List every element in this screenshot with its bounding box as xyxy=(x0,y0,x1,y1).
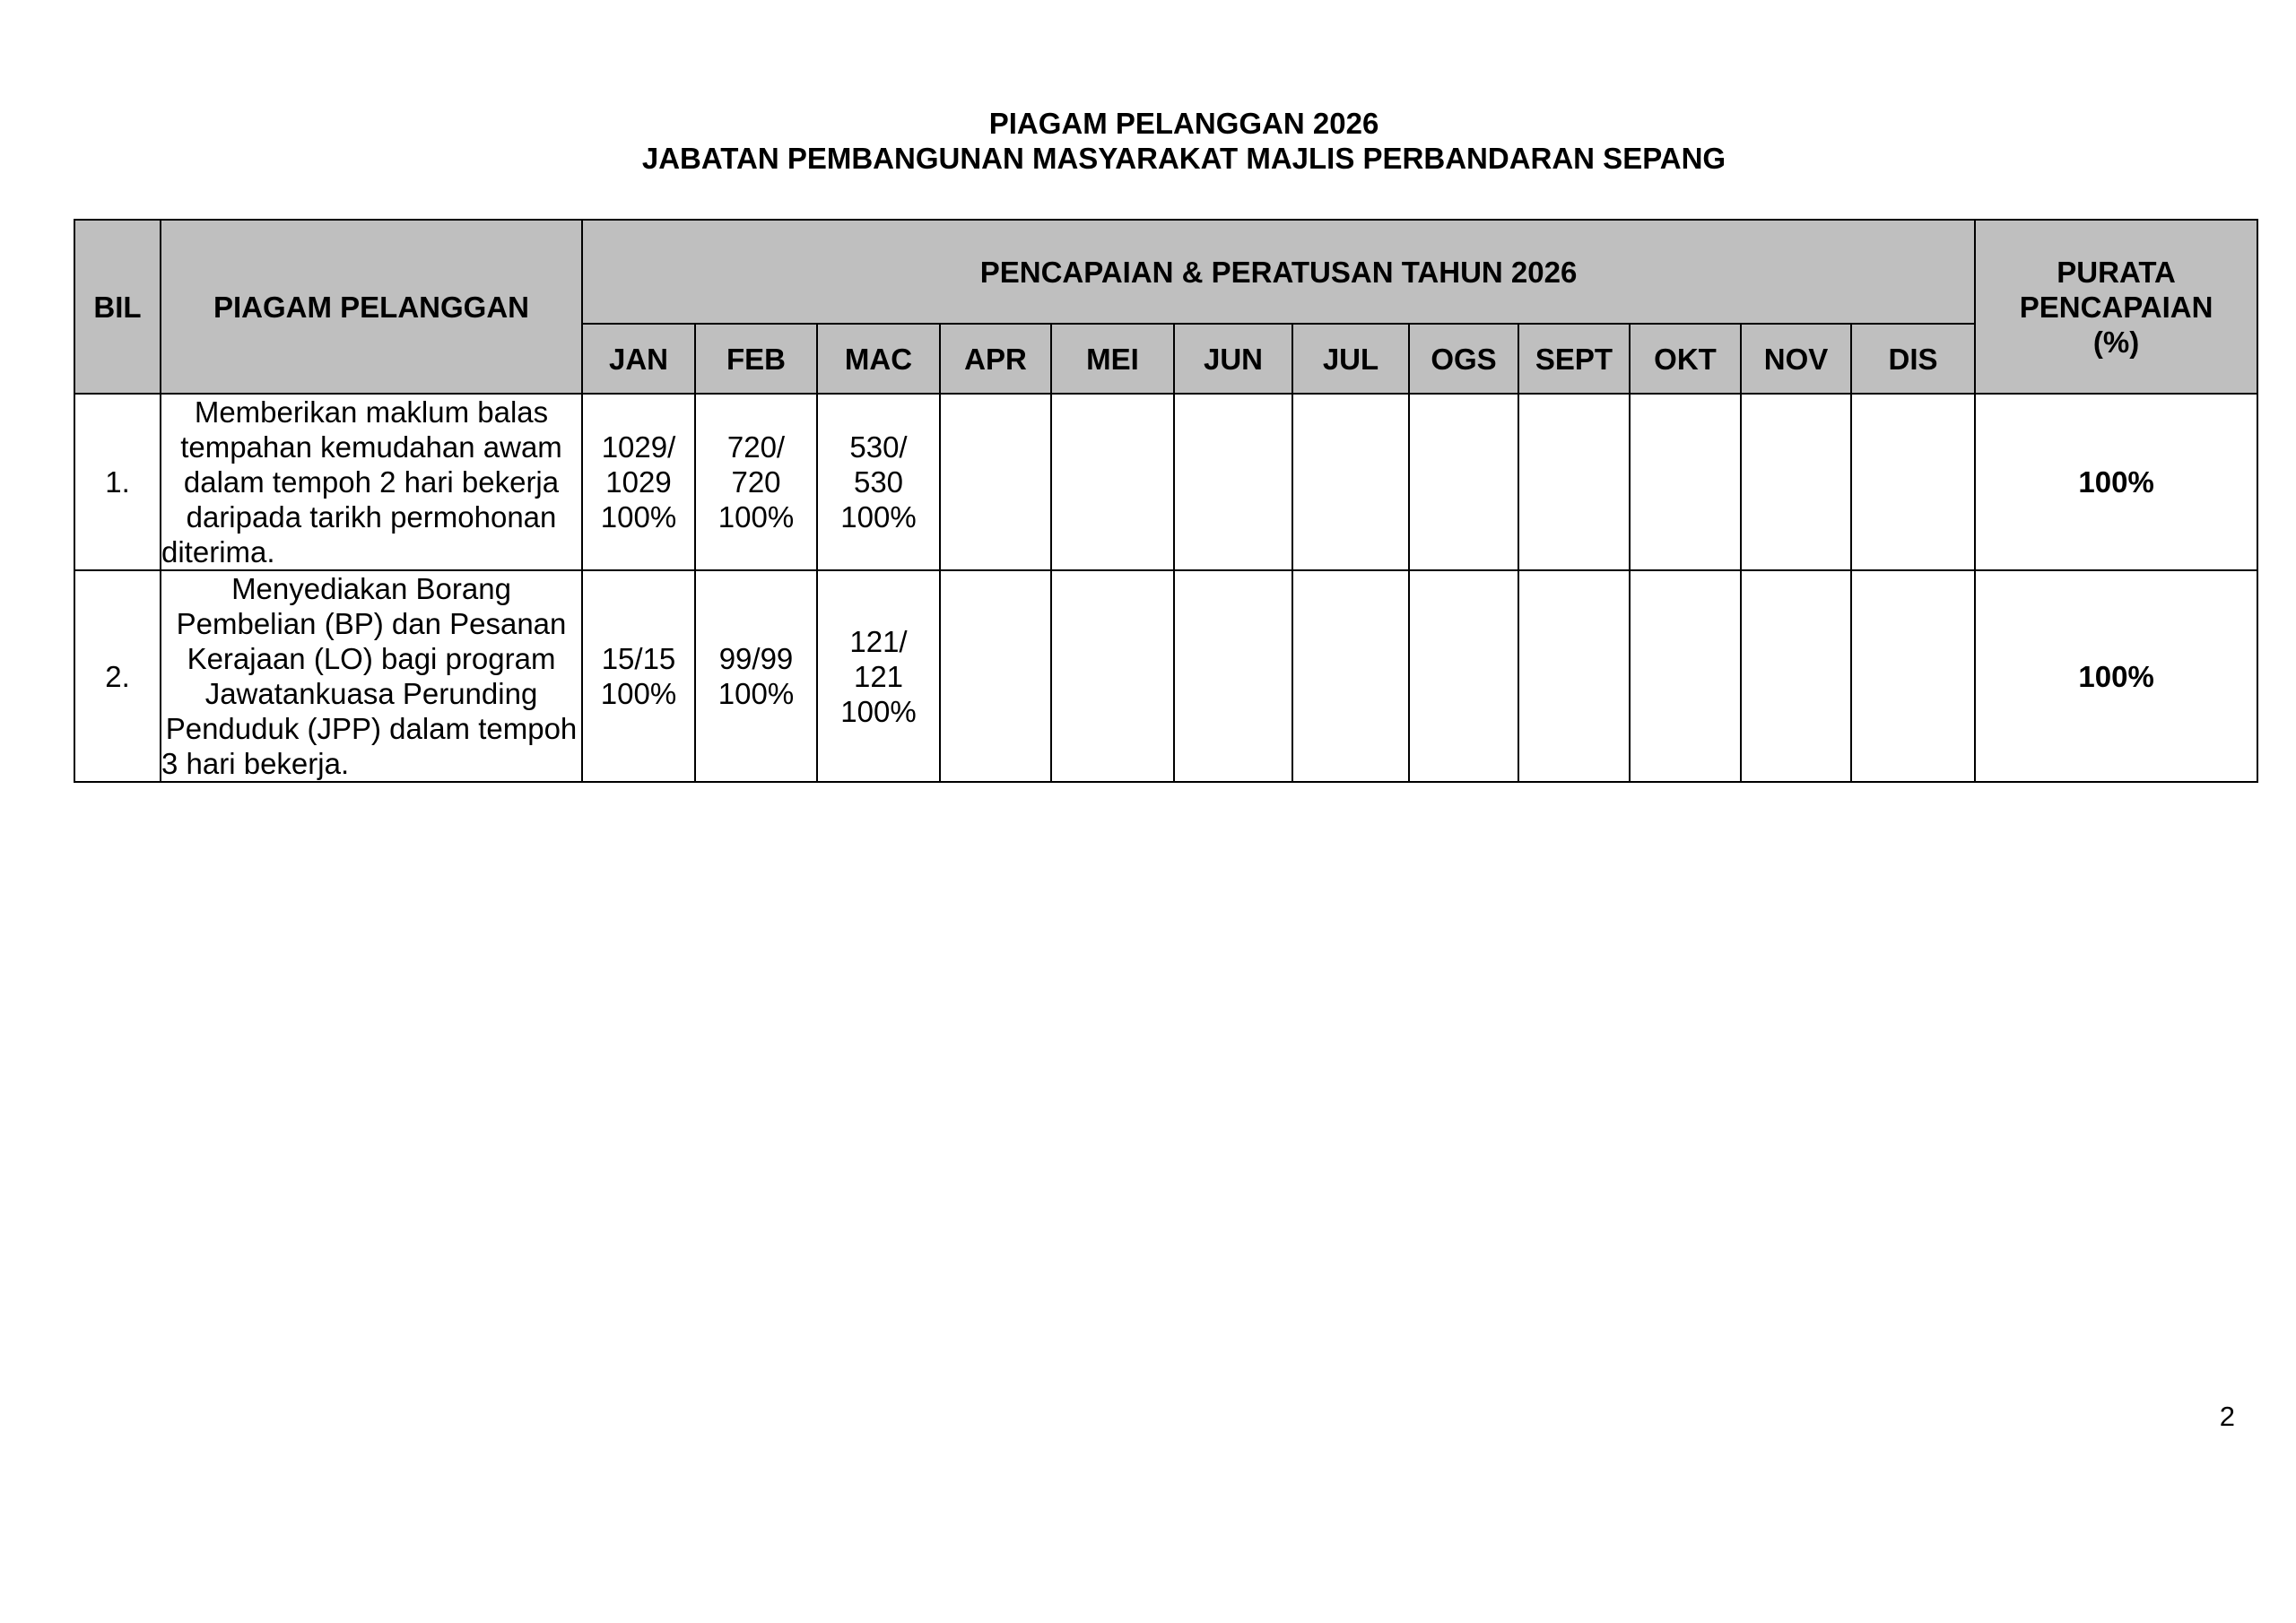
piagam-header: PIAGAM PELANGGAN xyxy=(161,220,582,394)
month-header-dis: DIS xyxy=(1851,324,1975,394)
month-header-feb: FEB xyxy=(695,324,817,394)
table-row xyxy=(74,394,2257,570)
value-cell-nov xyxy=(1741,570,1851,782)
value-cell-nov xyxy=(1741,394,1851,570)
value-cell-okt xyxy=(1630,394,1741,570)
month-header-sept: SEPT xyxy=(1518,324,1630,394)
charter-description: Menyediakan Borang Pembelian (BP) dan Pesanan Kerajaan (LO) bagi program Jawatankuasa Perunding Penduduk (JPP) dalam tempoh 3 hari bekerja. xyxy=(161,570,582,782)
value-cell-jul xyxy=(1292,570,1409,782)
charter-description: Memberikan maklum balas tempahan kemudahan awam dalam tempoh 2 hari bekerja daripada tarikh permohonan diterima. xyxy=(161,394,582,570)
value-cell-jun xyxy=(1174,570,1292,782)
pencapaian-header: PENCAPAIAN & PERATUSAN TAHUN 2026 xyxy=(582,220,1975,324)
month-header-jul: JUL xyxy=(1292,324,1409,394)
value-cell-jan: 1029/ 1029 100% xyxy=(582,394,695,570)
value-cell-jan: 15/15 100% xyxy=(582,570,695,782)
value-cell-mei xyxy=(1051,394,1174,570)
value-cell-dis xyxy=(1851,570,1975,782)
value-cell-mei xyxy=(1051,570,1174,782)
table-header-row xyxy=(74,220,2257,324)
value-cell-feb: 99/99 100% xyxy=(695,570,817,782)
purata-header xyxy=(1975,220,2257,394)
value-cell-mac: 530/ 530 100% xyxy=(817,394,940,570)
month-header-nov: NOV xyxy=(1741,324,1851,394)
customer-charter-table xyxy=(74,219,2258,783)
table-row xyxy=(74,570,2257,782)
month-header-apr: APR xyxy=(940,324,1051,394)
value-cell-mac: 121/ 121 100% xyxy=(817,570,940,782)
purata-header-line3: (%) xyxy=(2092,325,2140,359)
month-header-jan: JAN xyxy=(582,324,695,394)
bil-header: BIL xyxy=(74,220,161,394)
month-header-mei: MEI xyxy=(1051,324,1174,394)
page-number: 2 xyxy=(2219,1401,2235,1432)
value-cell-feb: 720/ 720 100% xyxy=(695,394,817,570)
row-number: 1. xyxy=(74,394,161,570)
value-cell-ogs xyxy=(1409,394,1518,570)
value-cell-sept xyxy=(1518,570,1630,782)
purata-value: 100% xyxy=(1975,394,2257,570)
month-header-okt: OKT xyxy=(1630,324,1741,394)
value-cell-apr xyxy=(940,394,1051,570)
value-cell-ogs xyxy=(1409,570,1518,782)
month-header-jun: JUN xyxy=(1174,324,1292,394)
purata-value: 100% xyxy=(1975,570,2257,782)
row-number: 2. xyxy=(74,570,161,782)
document-subtitle: JABATAN PEMBANGUNAN MASYARAKAT MAJLIS PERBANDARAN SEPANG xyxy=(641,142,1726,175)
value-cell-jun xyxy=(1174,394,1292,570)
value-cell-sept xyxy=(1518,394,1630,570)
month-header-ogs: OGS xyxy=(1409,324,1518,394)
value-cell-jul xyxy=(1292,394,1409,570)
value-cell-dis xyxy=(1851,394,1975,570)
value-cell-apr xyxy=(940,570,1051,782)
purata-header-line2: PENCAPAIAN xyxy=(2019,290,2213,324)
purata-header-line1: PURATA xyxy=(2057,255,2176,289)
month-header-mac: MAC xyxy=(817,324,940,394)
value-cell-okt xyxy=(1630,570,1741,782)
document-title: PIAGAM PELANGGAN 2026 xyxy=(988,107,1379,140)
